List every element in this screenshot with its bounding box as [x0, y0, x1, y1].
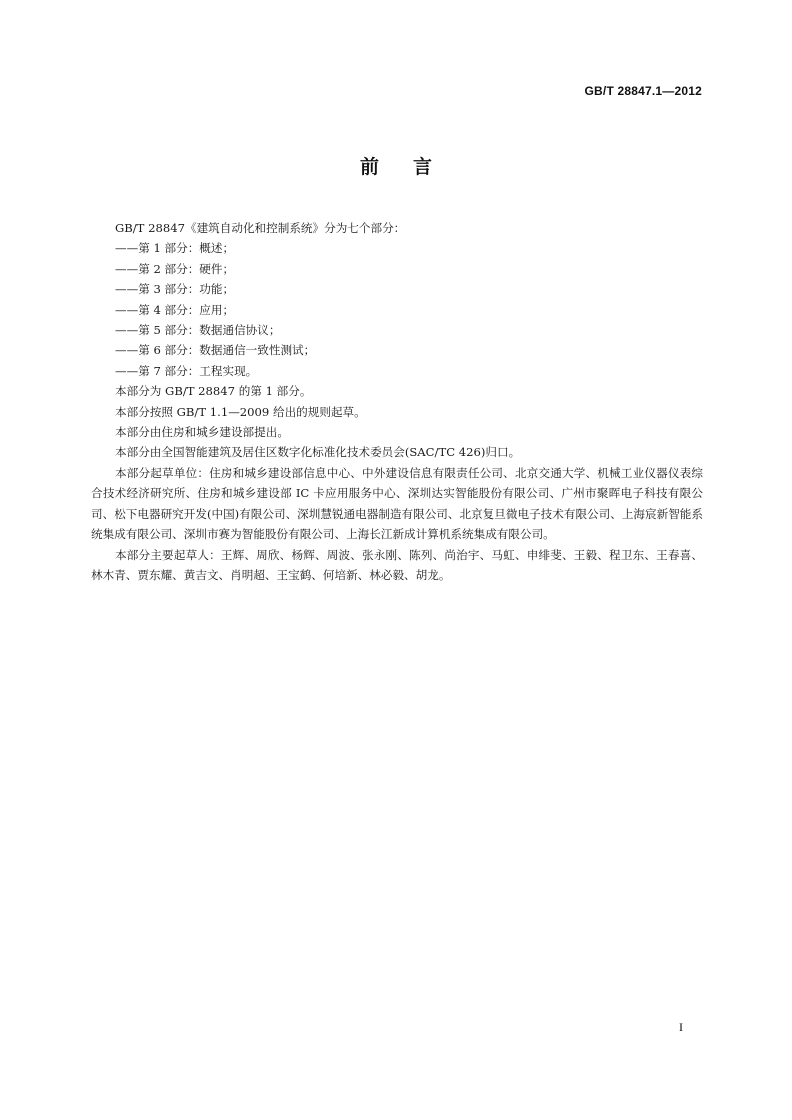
part-list-item-2: ——第 2 部分：硬件；: [115, 261, 235, 276]
title-char-1: 前: [359, 156, 379, 178]
title-char-2: 言: [413, 156, 433, 178]
drafting-units-paragraph: 本部分起草单位：住房和城乡建设部信息中心、中外建设信息有限责任公司、北京交通大学、机械工业仪器仪表综合技术经济研究所、住房和城乡建设部 IC 卡应用服务中心、深圳达实智能股份有限公司、广州市聚晖电子科技有限公司、松下电器研究开发(中国)有限公司、深圳慧锐通电器制造有限公司、北京复旦微电子技术有限公司、上海宸新智能系统集成有限公司、深圳市赛为智能股份有限公司、上海长江新成计算机系统集成有限公司。: [91, 465, 703, 542]
page-number: I: [679, 1020, 683, 1034]
foreword-body: [91, 218, 703, 585]
part-list-item-3: ——第 3 部分：功能；: [115, 282, 235, 297]
part-list-item-5: ——第 5 部分：数据通信协议；: [115, 323, 281, 338]
committee-statement: 本部分由全国智能建筑及居住区数字化标准化技术委员会(SAC/TC 426)归口。: [115, 445, 521, 460]
drafters-paragraph: 本部分主要起草人：王辉、周欣、杨辉、周波、张永刚、陈列、尚治宇、马虹、申绯斐、王毅、程卫东、王春喜、林木青、贾东耀、黄吉文、肖明超、王宝鹤、何培新、林必毅、胡龙。: [91, 547, 703, 582]
proposer-statement: 本部分由住房和城乡建设部提出。: [115, 425, 289, 440]
part-statement: 本部分为 GB/T 28847 的第 1 部分。: [115, 384, 312, 399]
page-title: [0, 152, 792, 179]
standard-number: GB/T 28847.1—2012: [584, 84, 702, 98]
part-list-item-6: ——第 6 部分：数据通信一致性测试；: [115, 343, 316, 358]
drafting-rules-statement: 本部分按照 GB/T 1.1—2009 给出的规则起草。: [115, 404, 366, 419]
part-list-item-7: ——第 7 部分：工程实现。: [115, 363, 258, 378]
part-list-item-1: ——第 1 部分：概述；: [115, 241, 235, 256]
part-list-item-4: ——第 4 部分：应用；: [115, 302, 235, 317]
intro-paragraph: GB/T 28847《建筑自动化和控制系统》分为七个部分：: [115, 221, 406, 235]
